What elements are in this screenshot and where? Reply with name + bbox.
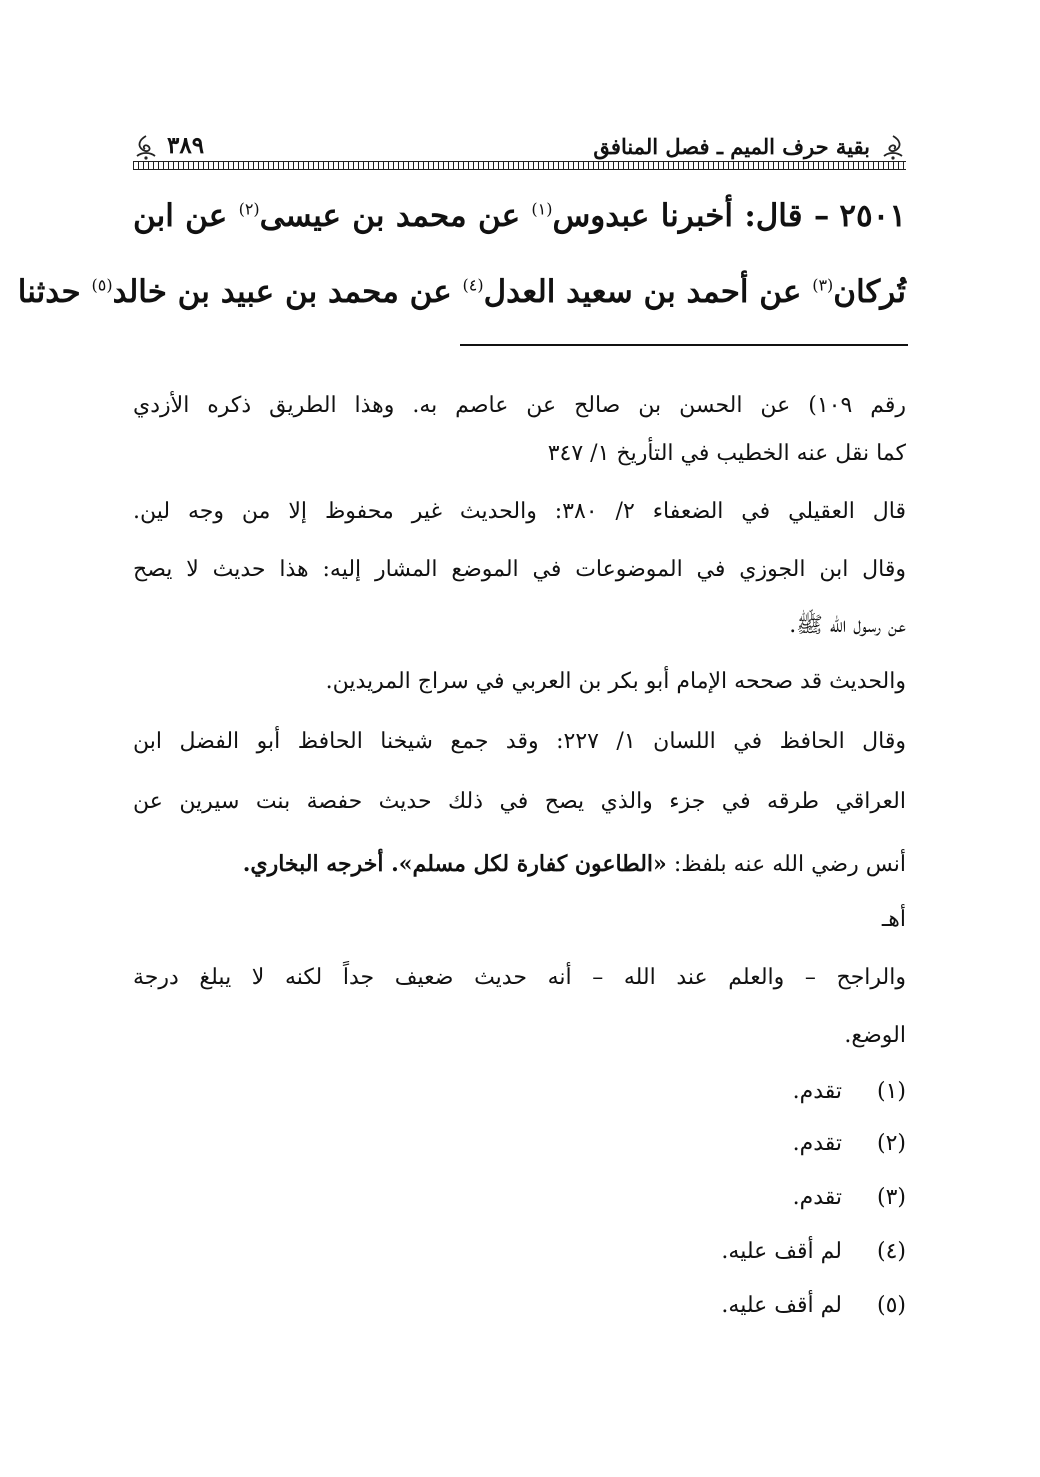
footnote-text: لم أقف عليه. — [721, 1293, 842, 1318]
footnote-divider — [460, 344, 908, 346]
hadith-line-2: تُركان$^{(٣)}$ عن أحمد بن سعيد العدل$^{(٤)}$ عن محمد بن عبيد بن خالد$^{(٥)}$ حدثنا — [17, 274, 906, 310]
commentary-line: رقم ١٠٩) عن الحسن بن صالح عن عاصم به. وهذا الطريق ذكره الأزدي — [133, 393, 906, 418]
footnote-text: تقدم. — [792, 1185, 842, 1210]
commentary-line: عن رسول الله ﷺ. — [789, 613, 906, 638]
footnote-number: (٢) — [876, 1131, 906, 1156]
commentary-line: أنس رضي الله عنه بلفظ: «الطاعون كفارة لكل مسلم». أخرجه البخاري. — [242, 851, 906, 877]
page-number: ٣٨٩ — [167, 132, 205, 159]
footnote-entry — [500, 1128, 906, 1160]
commentary-line: قال العقيلي في الضعفاء ٢/ ٣٨٠: والحديث غير محفوظ إلا من وجه لين. — [133, 499, 907, 524]
commentary-line: والراجح – والعلم عند الله – أنه حديث ضعيف جداً لكنه لا يبلغ درجة — [133, 965, 906, 990]
commentary-line: الوضع. — [844, 1023, 906, 1048]
footnote-ref-4: (٤) — [462, 275, 484, 295]
commentary-line: العراقي طرقه في جزء والذي يصح في ذلك حديث حفصة بنت سيرين عن — [133, 789, 906, 814]
footnote-number: (٤) — [876, 1239, 906, 1264]
footnote-entry — [500, 1076, 906, 1108]
footnote-ref-5: (٥) — [91, 275, 113, 295]
commentary-line: والحديث قد صححه الإمام أبو بكر بن العربي في سراج المريدين. — [325, 669, 906, 694]
commentary-line: وقال الحافظ في اللسان ١/ ٢٢٧: وقد جمع شيخنا الحافظ أبو الفضل ابن — [133, 729, 906, 754]
footnote-ref-2: (٢) — [238, 199, 260, 219]
header-rule — [133, 161, 906, 170]
footnote-text: تقدم. — [792, 1079, 842, 1104]
commentary-line: وقال ابن الجوزي في الموضوعات في الموضع المشار إليه: هذا حديث لا يصح — [133, 557, 906, 582]
page-header — [133, 130, 906, 178]
footnote-number: (١) — [876, 1079, 906, 1104]
hadith-line-1: ٢٥٠١– قال: أخبرنا عبدوس$^{(١)}$ عن محمد بن عيسى$^{(٢)}$ عن ابن — [133, 198, 906, 234]
footnote-entry — [500, 1182, 906, 1214]
footnote-entry — [500, 1236, 906, 1268]
footnote-text: لم أقف عليه. — [721, 1239, 842, 1264]
footnote-number: (٥) — [876, 1293, 906, 1318]
flourish-ornament-icon — [880, 134, 906, 160]
chapter-title: بقية حرف الميم ـ فصل المنافق — [593, 134, 870, 159]
footnote-ref-3: (٣) — [812, 275, 834, 295]
hadith-number: ٢٥٠١ — [839, 198, 906, 234]
hadith-text — [17, 188, 906, 318]
commentary-line: كما نقل عنه الخطيب في التأريخ ١/ ٣٤٧ — [547, 441, 906, 466]
footnote-entry — [500, 1290, 906, 1322]
footnote-ref-1: (١) — [531, 199, 553, 219]
hadith-quote: «الطاعون كفارة لكل مسلم». أخرجه البخاري. — [242, 851, 667, 877]
commentary-line: أهـ — [881, 907, 906, 932]
flourish-ornament-icon — [133, 134, 159, 160]
footnote-text: تقدم. — [792, 1131, 842, 1156]
footnote-number: (٣) — [876, 1185, 906, 1210]
